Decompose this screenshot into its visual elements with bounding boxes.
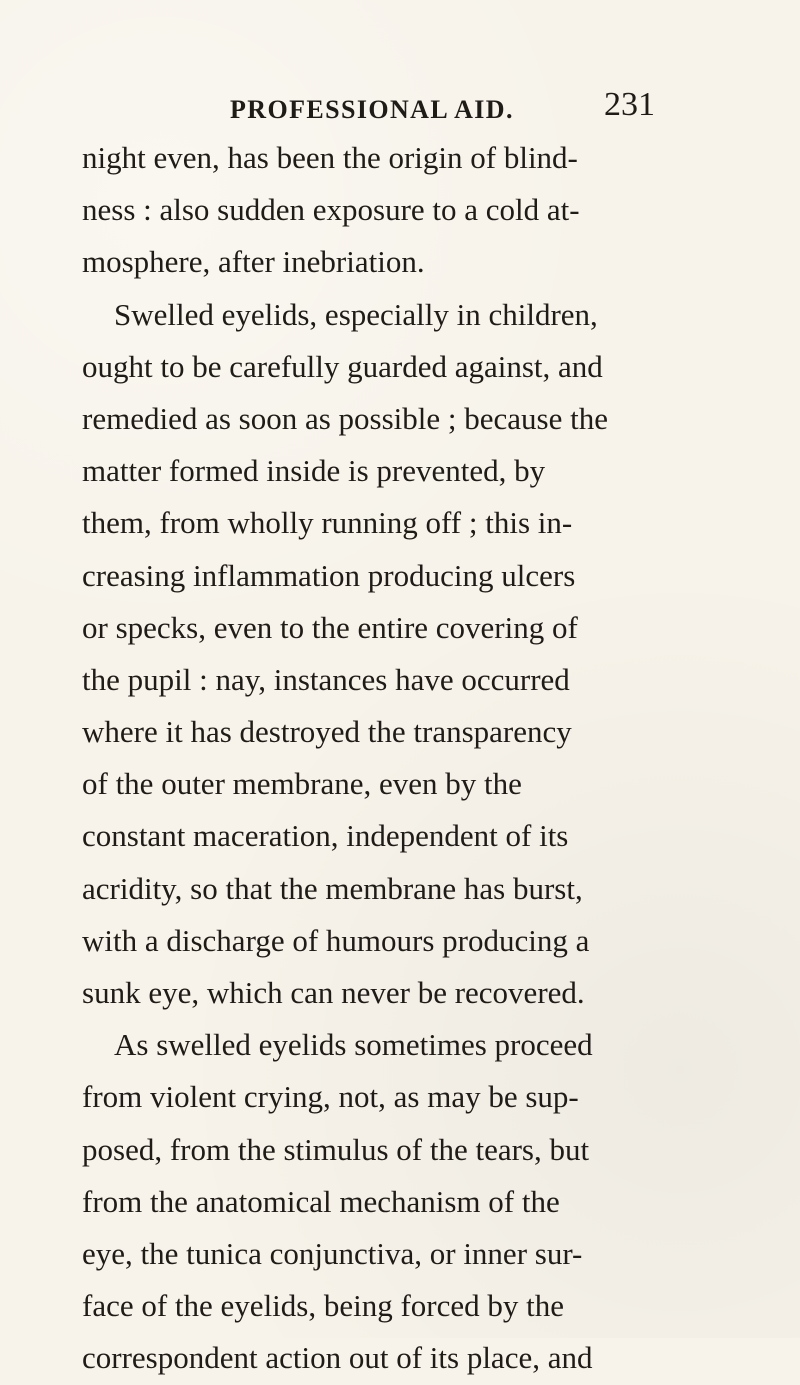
- text-line: correspondent action out of its place, and: [82, 1340, 593, 1376]
- text-line: Swelled eyelids, especially in children,: [114, 296, 598, 332]
- text-line: constant maceration, independent of its: [82, 818, 569, 854]
- text-line: or specks, even to the entire covering of: [82, 609, 578, 645]
- text-line: of the outer membrane, even by the: [82, 766, 522, 802]
- text-line: them, from wholly running off ; this in-: [82, 505, 573, 541]
- text-line: matter formed inside is prevented, by: [82, 453, 546, 489]
- text-line: sunk eye, which can never be recovered.: [82, 975, 585, 1010]
- text-line: from violent crying, not, as may be sup-: [82, 1079, 579, 1115]
- text-line: where it has destroyed the transparency: [82, 714, 572, 750]
- text-line: from the anatomical mechanism of the: [82, 1183, 560, 1219]
- page-number: 231: [604, 86, 655, 123]
- page-header: [230, 88, 655, 128]
- text-line: face of the eyelids, being forced by the: [82, 1288, 565, 1324]
- text-line: creasing inflammation producing ulcers: [82, 557, 576, 593]
- text-line: As swelled eyelids sometimes proceed: [114, 1027, 593, 1063]
- text-line: ness : also sudden exposure to a cold at-: [82, 192, 580, 228]
- body-text: [82, 132, 662, 1385]
- text-line: night even, has been the origin of blind-: [82, 140, 578, 175]
- text-line: posed, from the stimulus of the tears, but: [82, 1131, 590, 1167]
- text-line: the pupil : nay, instances have occurred: [82, 661, 570, 697]
- text-line: with a discharge of humours producing a: [82, 922, 590, 958]
- text-line: eye, the tunica conjunctiva, or inner sur-: [82, 1235, 583, 1271]
- text-line: remedied as soon as possible ; because the: [82, 400, 608, 436]
- text-line: mosphere, after inebriation.: [82, 244, 425, 280]
- text-line: acridity, so that the membrane has burst,: [82, 870, 583, 906]
- text-line: ought to be carefully guarded against, and: [82, 348, 603, 384]
- running-head: PROFESSIONAL AID.: [230, 95, 514, 124]
